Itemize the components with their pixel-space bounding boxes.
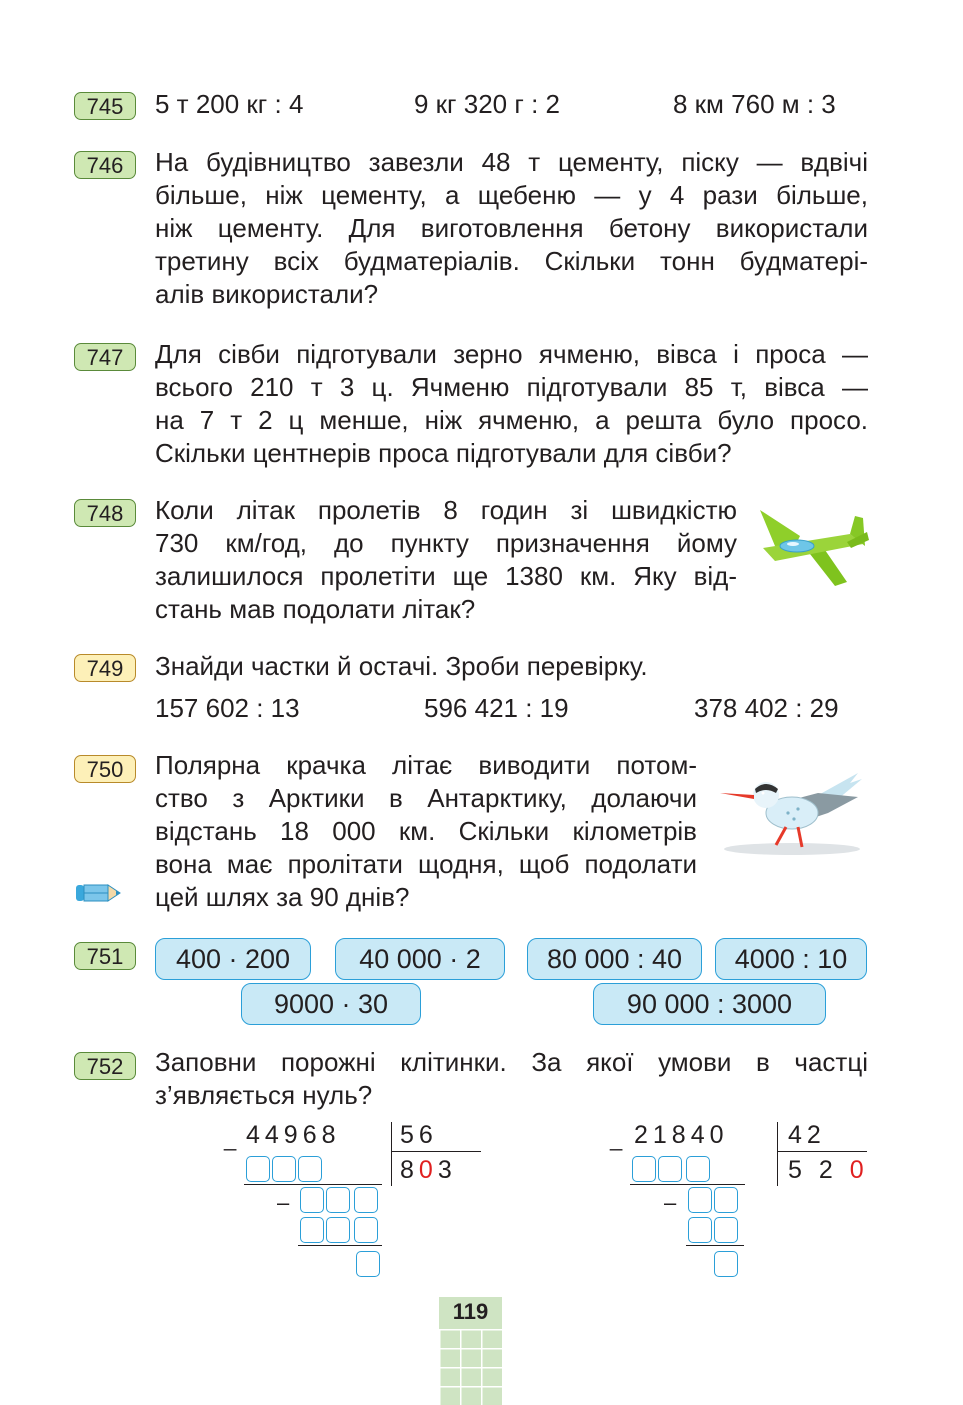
text-line: ніж цементу. Для виготовлення бетону використали: [155, 213, 868, 243]
subtraction-line: [686, 1245, 744, 1246]
text-line: всього 210 т 3 ц. Ячменю підготували 85 т, вівса —: [155, 372, 868, 402]
minus-sign: _: [224, 1126, 237, 1151]
text-line: ство з Арктики в Антарктику, долаючи: [155, 783, 697, 813]
text-line: алів використали?: [155, 279, 379, 309]
quotient-digit: 3: [437, 1156, 457, 1184]
expression: 596 421 : 19: [424, 693, 569, 723]
task-number: 748: [74, 499, 136, 527]
pencil-icon: [74, 882, 122, 904]
empty-cell[interactable]: [714, 1251, 738, 1277]
task-number: 746: [74, 151, 136, 179]
subtraction-line: [244, 1184, 382, 1185]
expression-card: 40 000 · 2: [335, 938, 505, 980]
quotient: [400, 1156, 457, 1185]
quotient-digits: 5 2: [788, 1156, 838, 1184]
expression: 5 т 200 кг : 4: [155, 89, 304, 119]
text-line: Скільки центнерів проса підготували для сівби?: [155, 438, 732, 468]
task-text: Знайди частки й остачі. Зроби перевірку.: [155, 651, 648, 681]
empty-cell[interactable]: [298, 1156, 322, 1182]
division-bar: [777, 1122, 778, 1186]
tern-bird-icon: [718, 765, 866, 857]
empty-cell[interactable]: [272, 1156, 296, 1182]
divisor: 56: [400, 1121, 438, 1149]
expression-card: 90 000 : 3000: [593, 983, 826, 1025]
empty-cell[interactable]: [300, 1217, 324, 1243]
empty-cell[interactable]: [246, 1156, 270, 1182]
airplane-icon: [755, 506, 870, 586]
division-bar: [391, 1122, 392, 1186]
quotient-zero: 0: [418, 1156, 438, 1184]
empty-cell[interactable]: [686, 1156, 710, 1182]
expression-card: 400 · 200: [155, 938, 311, 980]
page-number: 119: [452, 1299, 489, 1324]
minus-sign: –: [664, 1190, 677, 1215]
expression: 9 кг 320 г : 2: [414, 89, 560, 119]
text-line: з’являється нуль?: [155, 1080, 373, 1110]
dividend: 21840: [634, 1121, 729, 1149]
quotient: [788, 1156, 869, 1185]
text-line: Для сівби підготували зерно ячменю, вівса і проса —: [155, 339, 868, 369]
task-number: 751: [74, 942, 136, 970]
minus-sign: –: [277, 1190, 290, 1215]
text-line: стань мав подолати літак?: [155, 594, 476, 624]
task-text: [155, 749, 697, 914]
task-number: 747: [74, 343, 136, 371]
minus-sign: _: [610, 1126, 623, 1151]
empty-cell[interactable]: [356, 1251, 380, 1277]
text-line: на 7 т 2 ц менше, ніж ячменю, а решта було просо.: [155, 405, 868, 435]
page-number-tab: [439, 1297, 502, 1405]
subtraction-line: [298, 1245, 382, 1246]
empty-cell[interactable]: [632, 1156, 656, 1182]
task-text: [155, 494, 737, 626]
task-text: [155, 1046, 868, 1112]
task-text: [155, 146, 868, 311]
divisor: 42: [788, 1121, 826, 1149]
text-line: вона має пролітати щодня, щоб подолати: [155, 849, 697, 879]
text-line: відстань 18 000 км. Скільки кілометрів: [155, 816, 697, 846]
empty-cell[interactable]: [688, 1217, 712, 1243]
text-line: залишилося пролетіти ще 1380 км. Яку від-: [155, 561, 737, 591]
divisor-underline: [777, 1151, 867, 1152]
dividend: 44968: [246, 1121, 341, 1149]
empty-cell[interactable]: [354, 1217, 378, 1243]
empty-cell[interactable]: [688, 1187, 712, 1213]
quotient-digit: 8: [400, 1156, 419, 1184]
task-number: 745: [74, 92, 136, 120]
empty-cell[interactable]: [354, 1187, 378, 1213]
empty-cell[interactable]: [300, 1187, 324, 1213]
expression: 8 км 760 м : 3: [673, 89, 836, 119]
quotient-zero: 0: [849, 1156, 869, 1184]
expression-card: 80 000 : 40: [527, 938, 702, 980]
text-line: Заповни порожні клітинки. За якої умови в частці: [155, 1047, 868, 1077]
text-line: 730 км/год, до пункту призначення йому: [155, 528, 737, 558]
text-line: Коли літак пролетів 8 годин зі швидкістю: [155, 495, 737, 525]
subtraction-line: [630, 1184, 745, 1185]
expression: 157 602 : 13: [155, 693, 300, 723]
empty-cell[interactable]: [326, 1187, 350, 1213]
empty-cell[interactable]: [658, 1156, 682, 1182]
task-number: 749: [74, 654, 136, 682]
text-line: Полярна крачка літає виводити потом-: [155, 750, 697, 780]
task-number: 752: [74, 1052, 136, 1080]
expression-card: 4000 : 10: [715, 938, 867, 980]
task-text: [155, 338, 868, 470]
empty-cell[interactable]: [326, 1217, 350, 1243]
text-line: На будівництво завезли 48 т цементу, піску — вдвічі: [155, 147, 868, 177]
text-line: більше, ніж цементу, а щебеню — у 4 рази більше,: [155, 180, 868, 210]
empty-cell[interactable]: [714, 1187, 738, 1213]
expression-card: 9000 · 30: [241, 983, 421, 1025]
task-number: 750: [74, 755, 136, 783]
text-line: цей шлях за 90 днів?: [155, 882, 410, 912]
empty-cell[interactable]: [714, 1217, 738, 1243]
text-line: третину всіх будматеріалів. Скільки тонн будматері-: [155, 246, 868, 276]
expression: 378 402 : 29: [694, 693, 839, 723]
grid-decoration: [439, 1329, 502, 1405]
divisor-underline: [391, 1151, 481, 1152]
